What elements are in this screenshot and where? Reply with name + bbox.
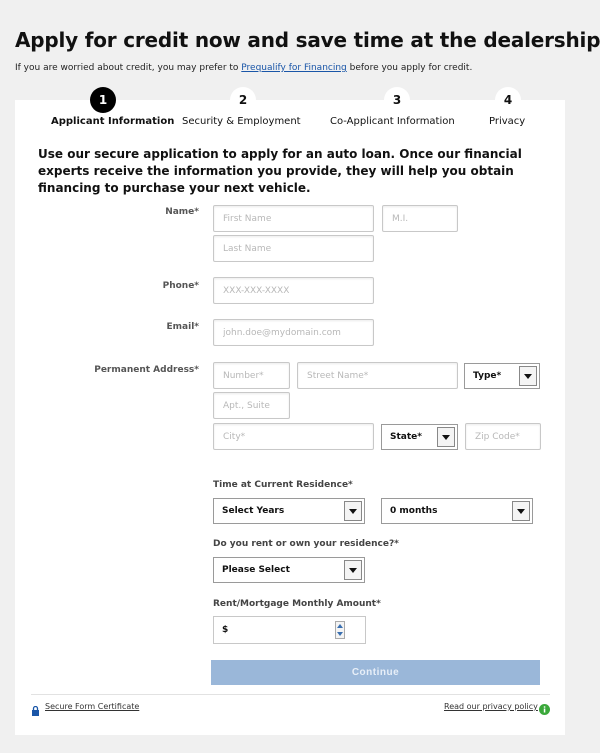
last-name-input[interactable] bbox=[213, 235, 374, 262]
address-type-value: Type* bbox=[473, 371, 502, 381]
zip-code-input[interactable] bbox=[465, 423, 541, 450]
step-2-label[interactable]: Security & Employment bbox=[182, 116, 301, 127]
amount-spinner[interactable] bbox=[335, 621, 345, 639]
rent-own-select[interactable] bbox=[213, 557, 365, 583]
phone-input[interactable] bbox=[213, 277, 374, 304]
rent-own-label: Do you rent or own your residence?* bbox=[213, 539, 399, 549]
footer-divider bbox=[31, 694, 550, 695]
page-subtitle bbox=[15, 63, 472, 73]
time-at-residence-label: Time at Current Residence* bbox=[213, 480, 353, 490]
middle-initial-input[interactable] bbox=[382, 205, 458, 232]
continue-button[interactable]: Continue bbox=[211, 660, 540, 685]
step-2-circle[interactable]: 2 bbox=[230, 87, 256, 113]
step-3-circle[interactable]: 3 bbox=[384, 87, 410, 113]
monthly-amount-label: Rent/Mortgage Monthly Amount* bbox=[213, 599, 381, 609]
street-name-input[interactable] bbox=[297, 362, 458, 389]
monthly-amount-input[interactable] bbox=[213, 616, 366, 644]
lock-icon bbox=[31, 701, 40, 720]
email-input[interactable] bbox=[213, 319, 374, 346]
first-name-input[interactable] bbox=[213, 205, 374, 232]
months-select[interactable] bbox=[381, 498, 533, 524]
chevron-down-icon[interactable] bbox=[512, 501, 530, 521]
monthly-amount-value: $ bbox=[222, 625, 229, 635]
step-4-circle[interactable]: 4 bbox=[495, 87, 521, 113]
step-3-label[interactable]: Co-Applicant Information bbox=[330, 116, 455, 127]
apt-suite-input[interactable] bbox=[213, 392, 290, 419]
prequalify-link[interactable]: Prequalify for Financing bbox=[241, 63, 347, 73]
state-value: State* bbox=[390, 432, 422, 442]
address-type-select[interactable] bbox=[464, 363, 540, 389]
spinner-up-icon[interactable] bbox=[337, 624, 343, 628]
years-value: Select Years bbox=[222, 506, 285, 516]
email-label: Email* bbox=[166, 322, 199, 332]
subtitle-text-after: before you apply for credit. bbox=[346, 63, 473, 73]
step-4-label[interactable]: Privacy bbox=[489, 116, 526, 127]
secure-form-certificate-link[interactable]: Secure Form Certificate bbox=[45, 702, 140, 711]
city-input[interactable] bbox=[213, 423, 374, 450]
street-number-input[interactable] bbox=[213, 362, 290, 389]
state-select[interactable] bbox=[381, 424, 458, 450]
chevron-down-icon[interactable] bbox=[344, 501, 362, 521]
chevron-down-icon[interactable] bbox=[344, 560, 362, 580]
name-label: Name* bbox=[165, 207, 199, 217]
years-select[interactable] bbox=[213, 498, 365, 524]
address-label: Permanent Address* bbox=[94, 365, 199, 375]
spinner-down-icon[interactable] bbox=[337, 632, 343, 636]
page-title: Apply for credit now and save time at the dealership bbox=[15, 28, 600, 52]
step-1-label[interactable]: Applicant Information bbox=[51, 116, 175, 127]
step-1-circle[interactable]: 1 bbox=[90, 87, 116, 113]
phone-label: Phone* bbox=[162, 281, 199, 291]
months-value: 0 months bbox=[390, 506, 438, 516]
rent-own-value: Please Select bbox=[222, 565, 290, 575]
info-icon[interactable] bbox=[539, 700, 550, 719]
subtitle-text-before: If you are worried about credit, you may prefer to bbox=[15, 63, 242, 73]
intro-text: Use our secure application to apply for an auto loan. Once our financial experts receive the information you provide, they will help you obtain financing to purchase your next vehicle. bbox=[38, 147, 522, 195]
chevron-down-icon[interactable] bbox=[437, 427, 455, 447]
chevron-down-icon[interactable] bbox=[519, 366, 537, 386]
privacy-policy-link[interactable]: Read our privacy policy bbox=[444, 702, 538, 711]
